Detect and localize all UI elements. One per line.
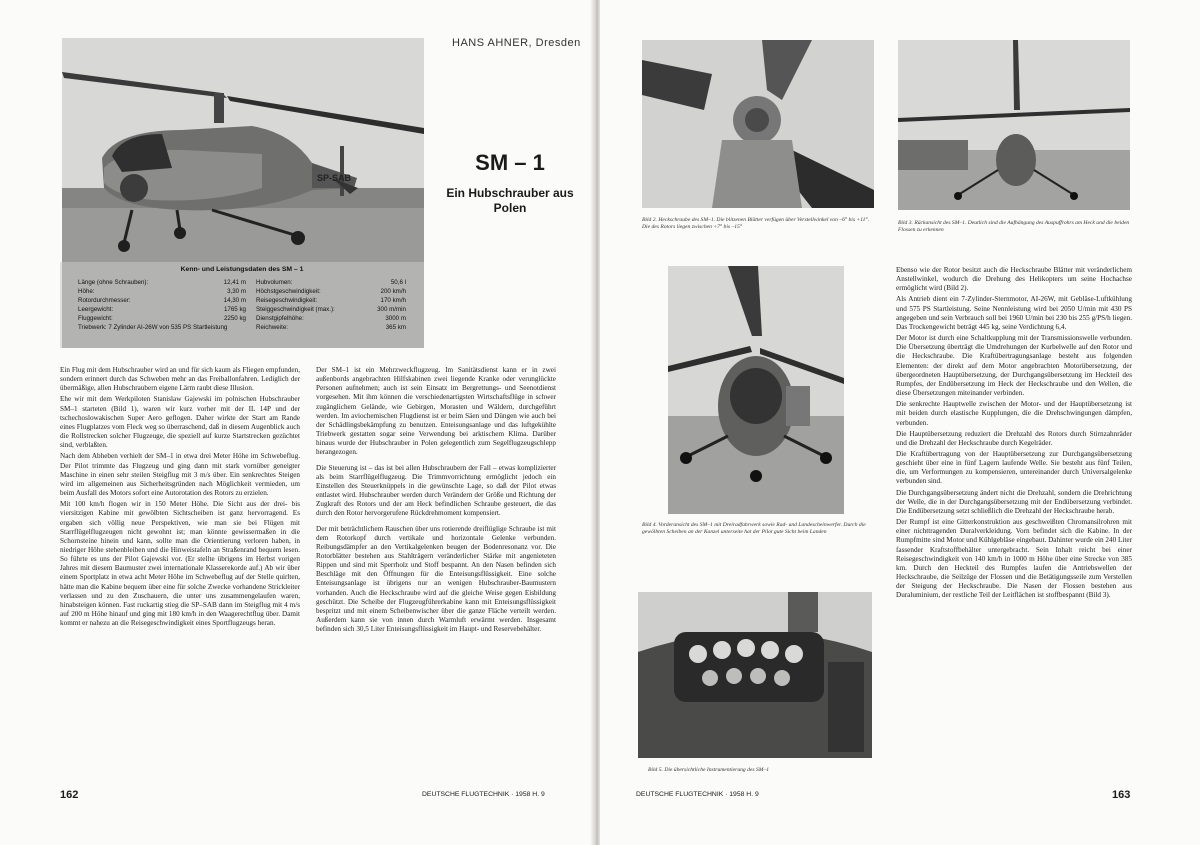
tail-rotor-photo xyxy=(642,40,874,208)
article-title: SM – 1 xyxy=(475,150,545,175)
spec-row: Steiggeschwindigkeit (max.): 300 m/min xyxy=(256,306,406,313)
paragraph: Die Durchgangsübersetzung ändert nicht die Drehzahl, sondern die Drehrichtung der Welle, die in der Durchgangsübersetzung mit der Endübersetzung verbindet. Die Endübersetzung setzt schließlich die Drehzahl der Heckschraube herab. xyxy=(896,488,1132,515)
author-byline: HANS AHNER, Dresden xyxy=(452,37,581,49)
cockpit-photo xyxy=(638,592,872,758)
spec-row: Höhe: 3,30 m xyxy=(78,288,246,295)
caption-bild-3: Bild 3. Rückansicht des SM–1. Deutlich sind die Aufhängung des Auspuffrohrs am Heck und die beiden Flossen zu erkennen xyxy=(898,220,1130,233)
front-view-photo xyxy=(668,266,844,514)
paragraph: Ebenso wie der Rotor besitzt auch die Heckschraube Blätter mit veränderlichem Anstellwinkel, wodurch die Drehung des Helikopters um seine Hochachse ermöglicht wird (Bild 2). xyxy=(896,266,1132,293)
article-subtitle: Ein Hubschrauber aus Polen xyxy=(446,186,574,215)
spec-row: Fluggewicht: 2250 kg xyxy=(78,315,246,322)
spec-row: Länge (ohne Schrauben): 12,41 m xyxy=(78,279,246,286)
paragraph: Der Motor ist durch eine Schaltkupplung mit der Transmissionswelle verbunden. Die Übersetzung überträgt die Umdrehungen der Kurbelwelle auf den Rotor und die Heckschraube. Die Kraftübertragungsanlage besteht aus folgenden Elementen: der direkt auf dem Motor angebrachten Motorübersetzung, der übergeordneten Hauptübersetzung, der Durchgangsübersetzung im Heckteil des Rumpfes, der Endübersetzung im Heck der Heckschraube und den Wellen, die diese Übersetzungen miteinander verbinden. xyxy=(896,334,1132,398)
spec-row: Triebwerk: 7 Zylinder AI-26W von 535 PS Startleistung xyxy=(78,324,228,331)
right-page xyxy=(600,0,1200,845)
paragraph: Die Steuerung ist – das ist bei allen Hubschraubern der Fall – etwas komplizierter als beim Starrflügelflugzeug. Die Trimmvorrichtung ermöglicht jedoch ein Einstellen des Steuerknüppels in die gewünschte Lage, so daß der Pilot etwas entlastet wird. Hubschrauber werden durch Verändern der Größe und Richtung der Zugkraft des Rotors und der am Heck befindlichen Schraube gesteuert, die das durch den Rotor hervorgerufene Rückdrehmoment kompensiert. xyxy=(316,463,556,518)
specs-table xyxy=(60,262,424,348)
caption-bild-4: Bild 4. Vorderansicht des SM–1 mit Dreiradfahrwerk sowie Rad- und Landescheinwerfer. Durch die gewölbten Scheiben an der Kanzel unterseite hat der Pilot gute Sicht beim Landen xyxy=(642,522,866,535)
paragraph: Als Antrieb dient ein 7-Zylinder-Sternmotor, AI-26W, mit Gebläse-Luftkühlung und 575 PS Startleistung. Seine Nennleistung wird bei 2050 U/min mit 430 PS angegeben und sein Verbrauch soll bei 1960 U/min bei 230 bis 255 g/PS/h liegen. Das Trockengewicht beträgt 445 kg, seine Verdichtung 6,4. xyxy=(896,295,1132,331)
caption-bild-5: Bild 5. Die übersichtliche Instrumentierung des SM–1 xyxy=(648,767,770,773)
paragraph: Der Rumpf ist eine Gitterkonstruktion aus geschweißten Chromansilrohren mit einer nichttragenden Duralverkleidung. Vorn befindet sich die Kabine. In der Rumpfmitte sind Motor und Kühlgebläse eingebaut. Dahinter wurde ein 240 Liter fassender Kraftstoffbehälter untergebracht. Sein Inhalt reicht bei einer Reisegeschwindigkeit von 140 km/h in 1000 m Höhe über eine Strecke von 385 km. Durch den Heckteil des Rumpfes laufen die Antriebswellen der Heckschraube, die Seilzüge der Flossen und die Betätigungsseile zum Verstellen der Steigung der Heckschraube. Die Nasen der Flossen bestehen aus Duraluminium, der restliche Teil der Leitflächen ist stoffbespannt (Bild 3). xyxy=(896,518,1132,600)
text-column-2 xyxy=(316,366,556,776)
spec-row: Höchstgeschwindigkeit: 200 km/h xyxy=(256,288,406,295)
text-column-1 xyxy=(60,366,300,776)
footer-left: DEUTSCHE FLUGTECHNIK · 1958 H. 9 xyxy=(422,791,545,798)
spec-row: Reichweite: 365 km xyxy=(256,324,406,331)
caption-bild-2: Bild 2. Heckschraube des SM–1. Die blitzenen Blätter verfügen über Verstellwinkel von –6° bis +11°. Die des Rotors liegen zwischen +7° bis –15° xyxy=(642,217,870,230)
svg-text:SP-SAB: SP-SAB xyxy=(317,173,352,183)
paragraph: Die Hauptübersetzung reduziert die Drehzahl des Rotors durch Stirnzahnräder und die Drehzahl der Heckschraube durch Kegelräder. xyxy=(896,429,1132,447)
spec-row: Hubvolumen: 50,6 l xyxy=(256,279,406,286)
spec-row: Reisegeschwindigkeit: 170 km/h xyxy=(256,297,406,304)
paragraph: Die senkrechte Hauptwelle zwischen der Motor- und der Hauptübersetzung ist mit beiden durch elastische Kupplungen, die die Drehschwingungen dämpfen, verbunden. xyxy=(896,400,1132,427)
specs-title: Kenn- und Leistungsdaten des SM – 1 xyxy=(180,266,304,273)
paragraph: Mit 100 km/h flogen wir in 150 Meter Höhe. Die Sicht aus der drei- bis viersitzigen Kabine mit gewölbten Sichtscheiben ist ganz hervorragend. Es ergaben sich völlig neue Perspektiven, wie man sie bei Flügen mit Starrflügelflugzeugen nicht gewohnt ist; man könnte gewissermaßen in die Schornsteine hinein und kann, sollte man die Orientierung verloren haben, in niedriger Höhe stehenbleiben und die Hinweistafeln an Straßenrand bequem lesen. So führte es uns der Pilot Gajewski vor. (Er stellte übrigens im Herbst vorigen Jahres mit diesem Baumuster zwei internationale Klasserekorde auf.) Ab wir über einem Sportplatz in etwa acht Meter Höhe im Schwebeflug auf der Stelle quirlten, hätte man die Kabine bequem über eine für solche Zwecke vorhandene Strickleiter verlassen und zu den Zuschauern, die unter uns zusammengelaufen waren, hinabsteigen können. Fast ruckartig stieg die SP–SAB dann im Steigflug mit 4 m/s auf 200 m Höhe hinauf und ging mit 180 km/h in den Waagerechtflug über. Damit kommt er nahezu an die Reisegeschwindigkeit eines Sportflugzeugs heran. xyxy=(60,500,300,628)
paragraph: Nach dem Abheben verhielt der SM–1 in etwa drei Meter Höhe im Schwebeflug. Der Pilot trimmte das Flugzeug und ging dann mit stark vornüber geneigter Maschine in einen sehr steilen Steigflug mit 3 m/s über. Ein senkrechtes Steigen wird im allgemeinen aus Sicherheitsgründen nach Möglichkeit vermieden, um beim Ausfall des Motors sofort eine Autorotation des Rotors zu erzielen. xyxy=(60,452,300,498)
page-number-left: 162 xyxy=(60,789,79,801)
spec-row: Dienstgipfelhöhe: 3000 m xyxy=(256,315,406,322)
spec-row: Rotordurchmesser: 14,30 m xyxy=(78,297,246,304)
rear-view-photo xyxy=(898,40,1130,210)
left-page xyxy=(0,0,594,845)
page-number-right: 163 xyxy=(1112,789,1131,801)
paragraph: Die Kraftübertragung von der Hauptübersetzung zur Durchgangsübersetzung geschieht über eine in fünf Lagern laufende Welle. Sie besteht aus fünf Teilen, die, um Verformungen zu kompensieren, untereinander durch Universalgelenke verbunden sind. xyxy=(896,449,1132,486)
text-column-3 xyxy=(896,266,1132,780)
footer-right: DEUTSCHE FLUGTECHNIK · 1958 H. 9 xyxy=(636,791,759,798)
paragraph: Ehe wir mit dem Werkpiloten Stanislaw Gajewski im polnischen Hubschrauber SM–1 starteten (Bild 1), waren wir kurz vorher mit der IL 14P und der tschechoslowakischen Super Aero geflogen. Daher wirkte der Start am Rande eines Flugplatzes vom Fleck weg so überraschend, daß in diesem Augenblick auch die Rollstrecken solcher Flugzeuge, die speziell auf kurze Startstrecken gezüchtet sind, verblaßten. xyxy=(60,395,300,450)
paragraph: Der SM–1 ist ein Mehrzweckflugzeug. Im Sanitätsdienst kann er in zwei außenbords angebrachten Hilfskabinen zwei liegende Kranke oder verunglückte Personen aufnehmen; auch ist sein Einsatz im Bergrettungs- und Seenotdienst vorgesehen. Mit ihm können die verschiedenartigsten Wirtschaftsflüge in schwer zugänglichem Gelände, wie Gebirgen, Morasten und Wäldern, durchgeführt werden. Im aviochemischen Flugdienst ist er beim Säen und Düngen wie auch bei der Schädlingsbekämpfung zu benutzen. Enteisungsanlage und das luftgekühlte Triebwerk gestatten sogar seine Verwendung bei arktischem Klima. Darüber hinaus wurde der Hubschrauber in Polen gelegentlich zum Segelflugzeugschlepp herangezogen. xyxy=(316,366,556,457)
paragraph: Der mit beträchtlichem Rauschen über uns rotierende dreiflüglige Schraube ist mit dem Rotorkopf durch vertikale und horizontale Gelenke verbunden. Reibungsdämpfer an den Vertikalgelenken beugen der Bodenresonanz vor. Die Rotorblätter bestehen aus Stahlträgern veränderlicher Stärke mit angenieteten Rippen und sind mit Sperrholz und Stoff bespannt. An den Nasen befinden sich Beschläge mit den Öffnungen für die Enteisungsflüssigkeit. Eine solche Enteisungsanlage ist übrigens nur an wenigen Hubschrauber-Baumustern vorhanden. Auch die Heckschraube wird auf die gleiche Weise gegen Eisbildung geschützt. Die Scheibe der Flugzeugführerkabine kann mit Enteisungsflüssigkeit bespritzt und mit einem Scheibenwischer über die ganze Fläche verteilt werden. Außerdem kann sie von innen durch Warmluft erwärmt werden. Insgesamt befinden sich 30,5 Liter Enteisungsflüssigkeit im Haupt- und Reservebehälter. xyxy=(316,524,556,634)
paragraph: Ein Flug mit dem Hubschrauber wird an und für sich kaum als Fliegen empfunden, sondern erinnert durch das Schweben mehr an das Freiballonfahren. Lediglich der übermäßige, allen Hubschraubern eigene Lärm raubt diese Illusion. xyxy=(60,366,300,393)
spec-row: Leergewicht: 1765 kg xyxy=(78,306,246,313)
